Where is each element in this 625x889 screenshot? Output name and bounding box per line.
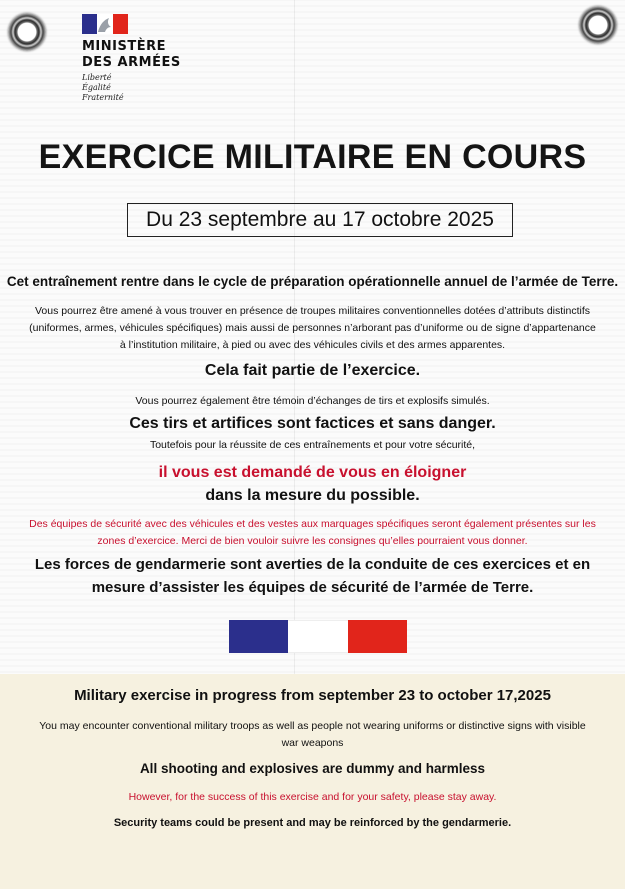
ministry-logo (82, 14, 181, 103)
motto-line: Liberté (82, 73, 112, 82)
safety-teams-paragraph: Des équipes de sécurité avec des véhicules et des vestes aux marquages spécifiques seront également présentes sur les zones d’exercice. Merci de bien vouloir suivre les consignes qu’elles pourraient vous donner. (29, 518, 596, 547)
french-flag (229, 620, 407, 653)
intro-text: Cet entraînement rentre dans le cycle de préparation opérationnelle annuel de l’armée de Terre. (6, 274, 619, 289)
motto-line: Égalité (82, 83, 111, 92)
flag-white-band (288, 620, 347, 653)
marianne-icon (82, 14, 128, 34)
part-of-exercise-heading: Cela fait partie de l’exercice. (204, 362, 421, 379)
eyelet-icon (8, 13, 46, 51)
flag-red-band (348, 620, 407, 653)
english-stay-away: However, for the success of this exercise and for your safety, please stay away. (128, 791, 497, 803)
stay-away-warning: il vous est demandé de vous en éloigner (158, 464, 467, 481)
english-title: Military exercise in progress from september 23 to october 17,2025 (74, 687, 551, 704)
ministry-name (82, 39, 181, 71)
date-range-box: Du 23 septembre au 17 octobre 2025 (127, 203, 513, 237)
safety-intro-text: Toutefois pour la réussite de ces entraînements et pour votre sécurité, (149, 439, 476, 451)
motto-line: Fraternité (82, 93, 124, 102)
ministry-line: MINISTÈRE (82, 39, 166, 54)
ministry-line: DES ARMÉES (82, 55, 181, 70)
english-encounter-text: You may encounter conventional military troops as well as people not wearing uniforms or distinctive signs with visible war weapons (39, 720, 586, 749)
simulated-fire-text: Vous pourrez également être témoin d’échanges de tirs et explosifs simulés. (135, 395, 490, 407)
eyelet-icon (579, 6, 617, 44)
english-panel (0, 674, 625, 889)
presence-paragraph: Vous pourrez être amené à vous trouver en présence de troupes militaires conventionnelles dotées d’attributs distinctifs (uniformes, armes, véhicules spécifiques) mais aussi de personnes n’arborant pas d’uniforme ou de signe d’appartenance à l’institution militaire, à pied ou avec des véhicules civils et des armes apparentes. (29, 305, 596, 351)
as-possible-text: dans la mesure du possible. (205, 487, 420, 504)
english-security-text: Security teams could be present and may be reinforced by the gendarmerie. (113, 817, 512, 829)
fake-shots-heading: Ces tirs et artifices sont factices et sans danger. (129, 415, 496, 432)
poster-title: EXERCICE MILITAIRE EN COURS (38, 138, 587, 176)
flag-blue-band (229, 620, 288, 653)
english-dummy-heading: All shooting and explosives are dummy and harmless (139, 761, 486, 776)
republic-motto (82, 73, 181, 103)
gendarmerie-paragraph: Les forces de gendarmerie sont averties de la conduite de ces exercices et en mesure d’assister les équipes de sécurité de l’armée de Terre. (34, 556, 591, 596)
